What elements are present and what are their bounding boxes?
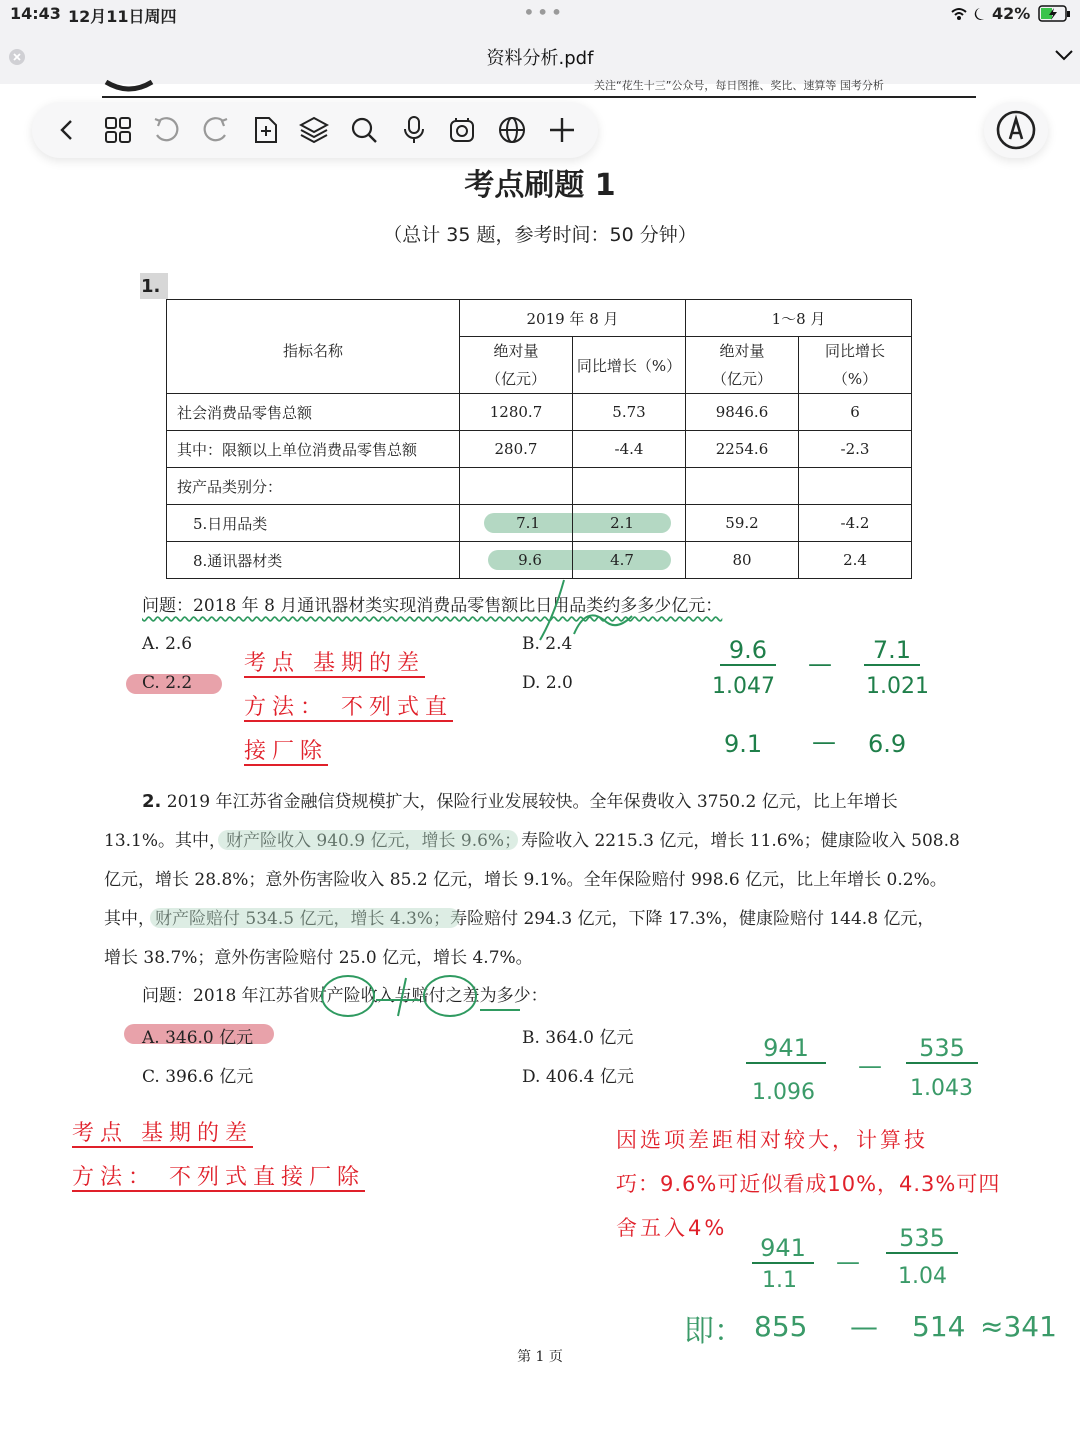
status-date: 12月11日周四 <box>68 7 177 26</box>
table-row <box>167 505 912 542</box>
status-time: 14:43 <box>10 4 61 23</box>
handwritten-note <box>72 1116 253 1147</box>
table-row <box>167 542 912 579</box>
calc-numerator: 9.6 <box>720 636 776 666</box>
option-a[interactable]: A. 346.0 亿元 <box>142 1028 254 1048</box>
paragraph-line: 亿元，增长 28.8%；意外伤害险收入 85.2 亿元，增长 9.1%。全年保险赔付 998.6 亿元，比上年增长 0.2%。 <box>104 870 947 890</box>
table-subheader <box>460 337 573 394</box>
subheader-line: 绝对量 <box>493 342 539 360</box>
note-line: 方法： 不列式直接厂除 <box>72 1165 365 1190</box>
option-d[interactable]: D. 406.4 亿元 <box>522 1067 634 1087</box>
battery-charging-icon <box>1038 5 1072 23</box>
globe-icon[interactable] <box>496 114 528 146</box>
table-subheader: 同比增长（%） <box>573 337 686 394</box>
wifi-moon-icon <box>950 6 986 22</box>
calc-denominator: 1.096 <box>752 1080 815 1105</box>
paragraph-line: 增长 38.7%；意外伤害险赔付 25.0 亿元，增长 4.7%。 <box>104 948 533 968</box>
pen-tool-button[interactable] <box>984 102 1048 158</box>
calc-denominator: 1.04 <box>898 1264 947 1289</box>
table-header-name: 指标名称 <box>167 300 460 394</box>
table-cell: 6 <box>799 394 912 431</box>
table-cell: 2254.6 <box>686 431 799 468</box>
status-bar <box>0 0 1080 28</box>
table-row <box>167 431 912 468</box>
data-table <box>166 299 912 579</box>
table-subheader <box>686 337 799 394</box>
table-header-group1: 2019 年 8 月 <box>460 300 686 337</box>
calc-result: 855 <box>754 1310 808 1343</box>
calc-denominator: 1.043 <box>910 1076 973 1101</box>
highlight-mark: 7.1 <box>484 513 572 533</box>
note-line: 方法： 不列式直 <box>244 695 453 720</box>
subheader-line: （%） <box>832 370 878 388</box>
document-title: 资料分析.pdf <box>486 48 594 69</box>
table-cell-highlighted <box>573 542 686 579</box>
subheader-line: 绝对量 <box>719 342 765 360</box>
calc-result: 9.1 <box>724 730 763 758</box>
calc-result: ≈341 <box>980 1310 1057 1343</box>
calc-denominator: 1.021 <box>866 674 929 699</box>
pen-icon <box>995 109 1037 151</box>
table-cell-highlighted <box>460 542 573 579</box>
table-cell: 2.4 <box>799 542 912 579</box>
table-cell: 1280.7 <box>460 394 573 431</box>
table-cell: 59.2 <box>686 505 799 542</box>
table-cell-highlighted <box>460 505 573 542</box>
table-header-group2: 1～8 月 <box>686 300 912 337</box>
page-subtitle: （总计 35 题，参考时间：50 分钟） <box>383 224 697 246</box>
note-line: 考点 基期的差 <box>244 651 425 676</box>
battery-percent: 42% <box>992 4 1031 23</box>
calc-result-prefix: 即： <box>684 1314 744 1349</box>
table-cell: 280.7 <box>460 431 573 468</box>
handwritten-note <box>72 1160 365 1191</box>
calc-result: 6.9 <box>868 730 907 758</box>
publisher-logo <box>104 78 174 94</box>
question-text: 问题：2018 年江苏省财产险收入与赔付之差为多少： <box>142 986 548 1006</box>
table-subheader <box>799 337 912 394</box>
option-c[interactable]: C. 2.2 <box>142 673 193 693</box>
header-divider <box>102 96 976 98</box>
table-cell: -2.3 <box>799 431 912 468</box>
table-cell <box>573 468 686 505</box>
option-b[interactable]: B. 2.4 <box>522 634 573 654</box>
table-cell <box>460 468 573 505</box>
table-row <box>167 468 912 505</box>
table-cell: -4.4 <box>573 431 686 468</box>
calc-numerator: 535 <box>886 1224 958 1254</box>
chevron-down-icon[interactable] <box>1054 48 1074 62</box>
highlight-mark: 2.1 <box>573 513 671 533</box>
note-line: 考点 基期的差 <box>72 1121 253 1146</box>
calc-numerator: 7.1 <box>864 636 920 666</box>
calc-minus: — <box>836 1248 860 1276</box>
table-cell: 社会消费品零售总额 <box>167 394 460 431</box>
handwritten-tip: 舍五入4% <box>616 1216 728 1240</box>
paragraph-line: 13.1%。其中，财产险收入 940.9 亿元，增长 9.6%；寿险收入 2215.3 亿元，增长 11.6%；健康险收入 508.8 <box>104 831 960 851</box>
calc-denominator: 1.047 <box>712 674 775 699</box>
paragraph-line: 其中，财产险赔付 534.5 亿元，增长 4.3%；寿险赔付 294.3 亿元，下降 17.3%，健康险赔付 144.8 亿元， <box>104 909 935 929</box>
table-cell: 按产品类别分： <box>167 468 460 505</box>
table-row <box>167 394 912 431</box>
multitask-dots-icon[interactable]: ••• <box>523 0 565 24</box>
option-d[interactable]: D. 2.0 <box>522 673 573 693</box>
table-cell <box>686 468 799 505</box>
highlight-mark: 4.7 <box>573 550 671 570</box>
sticker-icon[interactable] <box>446 114 478 146</box>
table-cell: 8.通讯器材类 <box>167 542 460 579</box>
calc-numerator: 941 <box>746 1034 826 1064</box>
annotation-toolbar <box>32 102 598 158</box>
undo-icon[interactable] <box>150 114 182 146</box>
table-cell <box>799 468 912 505</box>
highlight-mark <box>218 830 518 850</box>
highlight-mark: 9.6 <box>488 550 572 570</box>
note-line: 接厂除 <box>244 739 329 764</box>
page-title: 考点刷题 1 <box>464 168 616 203</box>
table-cell: 5.73 <box>573 394 686 431</box>
back-icon[interactable] <box>52 114 84 146</box>
option-c[interactable]: C. 396.6 亿元 <box>142 1067 254 1087</box>
search-icon[interactable] <box>348 114 380 146</box>
page-number: 第 1 页 <box>517 1349 563 1365</box>
add-page-icon[interactable] <box>250 114 282 146</box>
ink-stroke <box>520 576 650 646</box>
option-b[interactable]: B. 364.0 亿元 <box>522 1028 634 1048</box>
calc-minus: — <box>858 1052 882 1080</box>
calc-numerator: 941 <box>752 1234 814 1264</box>
ink-stroke <box>310 970 530 1022</box>
handwritten-note <box>244 734 328 765</box>
question-number: 2. <box>142 791 162 812</box>
handwritten-note <box>244 646 425 677</box>
plus-icon[interactable] <box>546 114 578 146</box>
table-cell: 9846.6 <box>686 394 799 431</box>
page-header-text: 关注“花生十三”公众号，每日图推、奖比、速算等 国考分析 <box>594 79 884 92</box>
redo-icon[interactable] <box>200 114 232 146</box>
calc-result: 514 <box>912 1310 966 1343</box>
option-a[interactable]: A. 2.6 <box>142 634 193 654</box>
paragraph-line <box>104 782 984 822</box>
layers-icon[interactable] <box>298 114 330 146</box>
paragraph <box>104 782 984 978</box>
subheader-line: （亿元） <box>485 370 546 388</box>
handwritten-tip: 因选项差距相对较大，计算技 <box>616 1128 928 1152</box>
calc-minus: — <box>812 728 836 756</box>
table-cell-highlighted <box>573 505 686 542</box>
paragraph-line-text: 2019 年江苏省金融信贷规模扩大，保险行业发展较快。全年保费收入 3750.2 亿元，比上年增长 <box>166 792 898 812</box>
table-cell: 80 <box>686 542 799 579</box>
calc-minus: — <box>850 1310 878 1343</box>
subheader-line: 同比增长 <box>824 342 885 360</box>
question-number: 1. <box>141 276 161 297</box>
handwritten-note <box>244 690 453 721</box>
title-bar <box>0 28 1080 84</box>
table-cell: -4.2 <box>799 505 912 542</box>
calc-numerator: 535 <box>906 1034 978 1064</box>
microphone-icon[interactable] <box>398 114 430 146</box>
table-cell: 其中：限额以上单位消费品零售总额 <box>167 431 460 468</box>
handwritten-tip: 巧：9.6%可近似看成10%，4.3%可四 <box>616 1172 1001 1196</box>
subheader-line: （亿元） <box>711 370 772 388</box>
question-text-content: 问题：2018 年 8 月通讯器材类实现消费品零售额比日用品类约多多少亿元： <box>142 596 723 616</box>
calc-minus: — <box>808 650 832 678</box>
grid-icon[interactable] <box>102 114 134 146</box>
calc-denominator: 1.1 <box>762 1268 797 1293</box>
highlight-mark <box>150 908 460 928</box>
table-cell: 5.日用品类 <box>167 505 460 542</box>
